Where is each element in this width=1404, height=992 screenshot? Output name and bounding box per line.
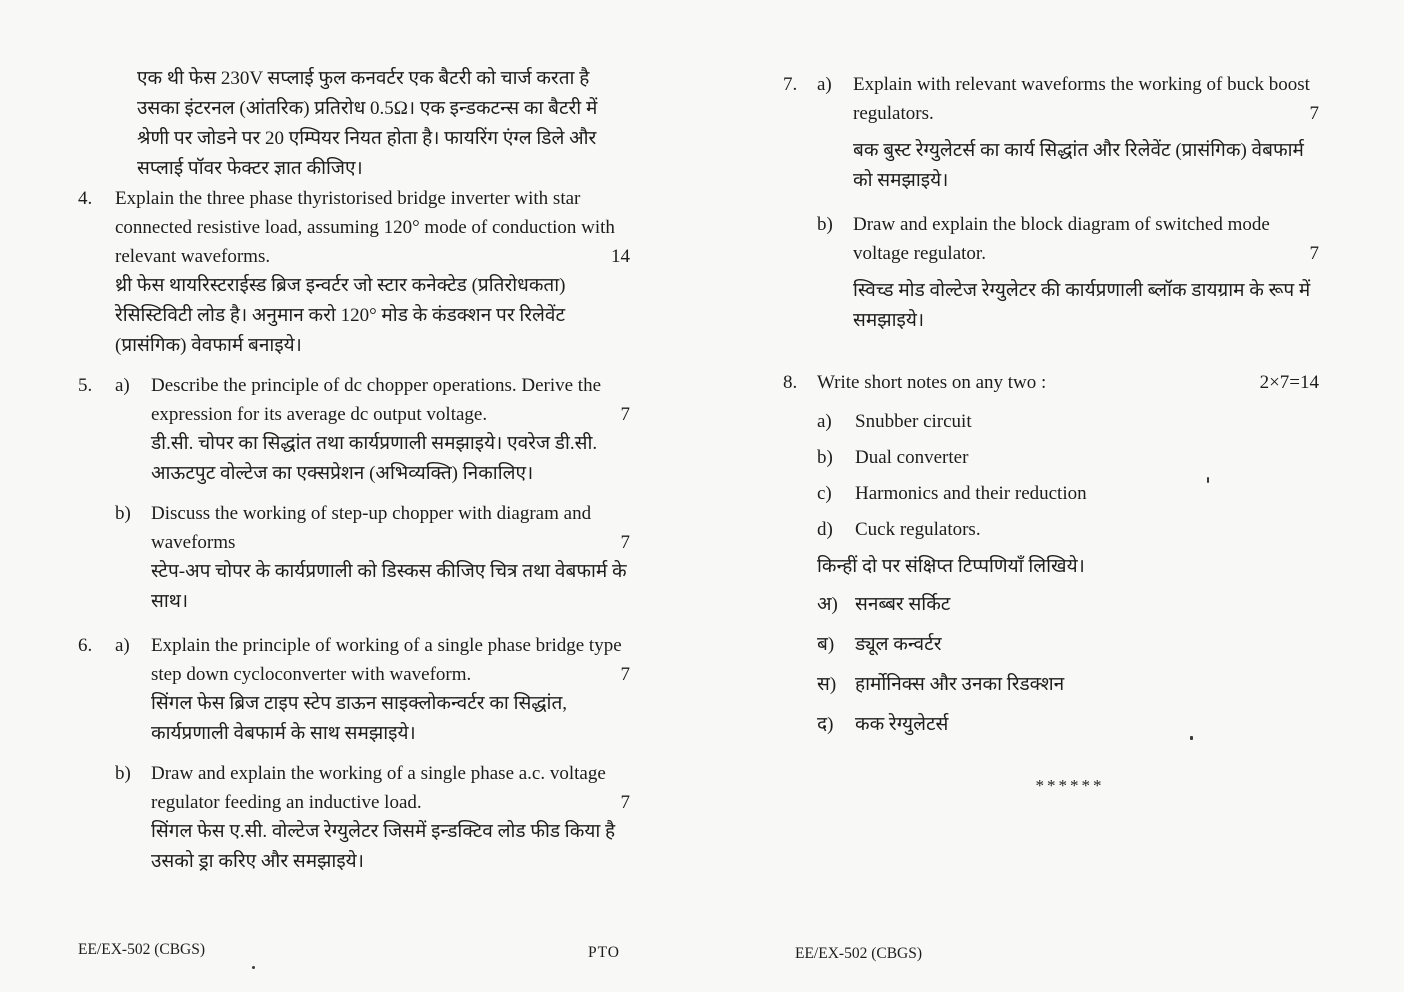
footer-paper-code-left: EE/EX-502 (CBGS) [78, 941, 206, 958]
question-6b-marks: 7 [620, 792, 630, 813]
question-7a-text-en [853, 70, 1323, 128]
part-a-letter: a) [115, 635, 130, 656]
option-c [817, 479, 1323, 508]
option-letter: ब) [817, 634, 835, 655]
end-of-paper-stars: ****** [1035, 776, 1105, 795]
question-6-part-a [115, 631, 634, 749]
option-text: हार्मोनिक्स और उनका रिडक्शन [855, 674, 1065, 695]
option-hi-c [817, 670, 1323, 700]
part-b-letter: b) [115, 503, 131, 524]
option-hi-a [817, 590, 1323, 620]
question-6a-marks: 7 [620, 664, 630, 685]
option-text: Dual converter [855, 447, 969, 468]
question-4 [78, 184, 634, 361]
scan-speck [1207, 477, 1209, 483]
question-4-text-en [115, 184, 634, 271]
question-5b-en: Discuss the working of step-up chopper with diagram and waveforms [151, 503, 592, 553]
question-5a-text-hi: डी.सी. चोपर का सिद्धांत तथा कार्यप्रणाली समझाइये। एवरेज डी.सी. आऊटपुट वोल्टेज का एक्सप्रेशन (अभिव्यक्ति) निकालिए। [151, 433, 598, 484]
page-right [783, 70, 1323, 796]
question-6-number: 6. [78, 635, 93, 656]
footer-page-turn-note: PTO [588, 944, 621, 961]
option-text: Cuck regulators. [855, 519, 981, 540]
footer-paper-code-right: EE/EX-502 (CBGS) [795, 945, 923, 962]
part-a-letter: a) [817, 74, 832, 95]
question-7b-text-en [853, 210, 1323, 268]
question-7b-marks: 7 [1309, 243, 1319, 264]
question-8-marks: 2×7=14 [1259, 372, 1319, 393]
option-text: ड्यूल कन्वर्टर [855, 634, 942, 655]
question-5b-text-hi: स्टेप-अप चोपर के कार्यप्रणाली को डिस्कस कीजिए चित्र तथा वेबफार्म के साथ। [151, 561, 627, 612]
question-5b-text-en [151, 499, 634, 557]
question-8-text-hi: किन्हीं दो पर संक्षिप्त टिप्पणियाँ लिखिये। [817, 556, 1085, 577]
question-5a-en: Describe the principle of dc chopper operations. Derive the expression for its average dc output voltage. [151, 375, 602, 425]
part-b-letter: b) [817, 214, 833, 235]
question-7-number: 7. [783, 74, 798, 95]
scan-speck [1190, 736, 1193, 740]
question-5a-text-en [151, 371, 634, 429]
question-5-number: 5. [78, 375, 93, 396]
page-left [78, 64, 634, 877]
option-text: Snubber circuit [855, 411, 972, 432]
question-8 [783, 368, 1323, 750]
option-text: सनब्बर सर्किट [855, 594, 951, 615]
question-4-marks: 14 [611, 246, 630, 267]
question-5-part-b [115, 499, 634, 617]
option-b [817, 443, 1323, 472]
part-b-letter: b) [115, 763, 131, 784]
question-7-part-b [817, 210, 1323, 336]
question-4-en: Explain the three phase thyristorised bridge inverter with star connected resistive load, assuming 120° mode of conduction with relevant waveforms. [115, 188, 615, 267]
question-8-text-en [817, 368, 1323, 397]
question-5 [78, 371, 634, 617]
question-8-en: Write short notes on any two : [817, 372, 1047, 393]
question-4-text-hi: थ्री फेस थायरिस्टराईस्ड ब्रिज इन्वर्टर जो स्टार कनेक्टेड (प्रतिरोधकता) रेसिस्टिविटी लोड है। अनुमान करो 120° मोड के कंडक्शन पर रिलेवेंट (प्रासंगिक) वेवफार्म बनाइये। [115, 275, 566, 356]
question-7a-text-hi: बक बुस्ट रेग्युलेटर्स का कार्य सिद्धांत और रिलेवेंट (प्रासंगिक) वेबफार्म को समझाइये। [853, 140, 1304, 191]
question-7 [783, 70, 1323, 336]
option-text: कक रेग्युलेटर्स [855, 714, 949, 735]
question-4-number: 4. [78, 188, 93, 209]
part-a-letter: a) [115, 375, 130, 396]
question-5b-marks: 7 [620, 532, 630, 553]
option-letter: द) [817, 714, 834, 735]
question-6-part-b [115, 759, 634, 877]
question-8-number: 8. [783, 372, 798, 393]
question-6b-text-hi: सिंगल फेस ए.सी. वोल्टेज रेग्युलेटर जिसमें इन्डक्टिव लोड फीड किया है उसको ड्रा करिए और समझाइये। [151, 821, 616, 872]
option-d [817, 515, 1323, 544]
option-letter: d) [817, 519, 833, 540]
option-letter: अ) [817, 594, 838, 615]
option-hi-d [817, 710, 1323, 740]
option-text: Harmonics and their reduction [855, 483, 1087, 504]
option-hi-b [817, 630, 1323, 660]
question-6 [78, 631, 634, 877]
option-letter: a) [817, 411, 832, 432]
question-7a-marks: 7 [1309, 103, 1319, 124]
intro-hindi-paragraph: एक थी फेस 230V सप्लाई फुल कनवर्टर एक बैटरी को चार्ज करता है उसका इंटरनल (आंतरिक) प्रतिरोध 0.5Ω। एक इन्डकटन्स का बैटरी में श्रेणी पर जोडने पर 20 एम्पियर नियत होता है। फायरिंग एंग्ल डिले और सप्लाई पॉवर फेक्टर ज्ञात कीजिए। [137, 68, 598, 179]
question-6b-en: Draw and explain the working of a single phase a.c. voltage regulator feeding an inductive load. [151, 763, 606, 813]
option-letter: b) [817, 447, 833, 468]
question-6a-text-en [151, 631, 634, 689]
question-7-part-a [817, 70, 1323, 196]
question-6b-text-en [151, 759, 634, 817]
scan-speck [252, 966, 255, 969]
question-7a-en: Explain with relevant waveforms the working of buck boost regulators. [853, 74, 1310, 124]
question-6a-en: Explain the principle of working of a single phase bridge type step down cycloconverter with waveform. [151, 635, 622, 685]
question-6a-text-hi: सिंगल फेस ब्रिज टाइप स्टेप डाऊन साइक्लोकन्वर्टर का सिद्धांत, कार्यप्रणाली वेबफार्म के साथ समझाइये। [151, 693, 568, 744]
question-5a-marks: 7 [620, 404, 630, 425]
option-a [817, 407, 1323, 436]
option-letter: स) [817, 674, 837, 695]
option-letter: c) [817, 483, 832, 504]
question-7b-text-hi: स्विच्ड मोड वोल्टेज रेग्युलेटर की कार्यप्रणाली ब्लॉक डायग्राम के रूप में समझाइये। [853, 280, 1311, 331]
question-7b-en: Draw and explain the block diagram of switched mode voltage regulator. [853, 214, 1270, 264]
question-5-part-a [115, 371, 634, 489]
